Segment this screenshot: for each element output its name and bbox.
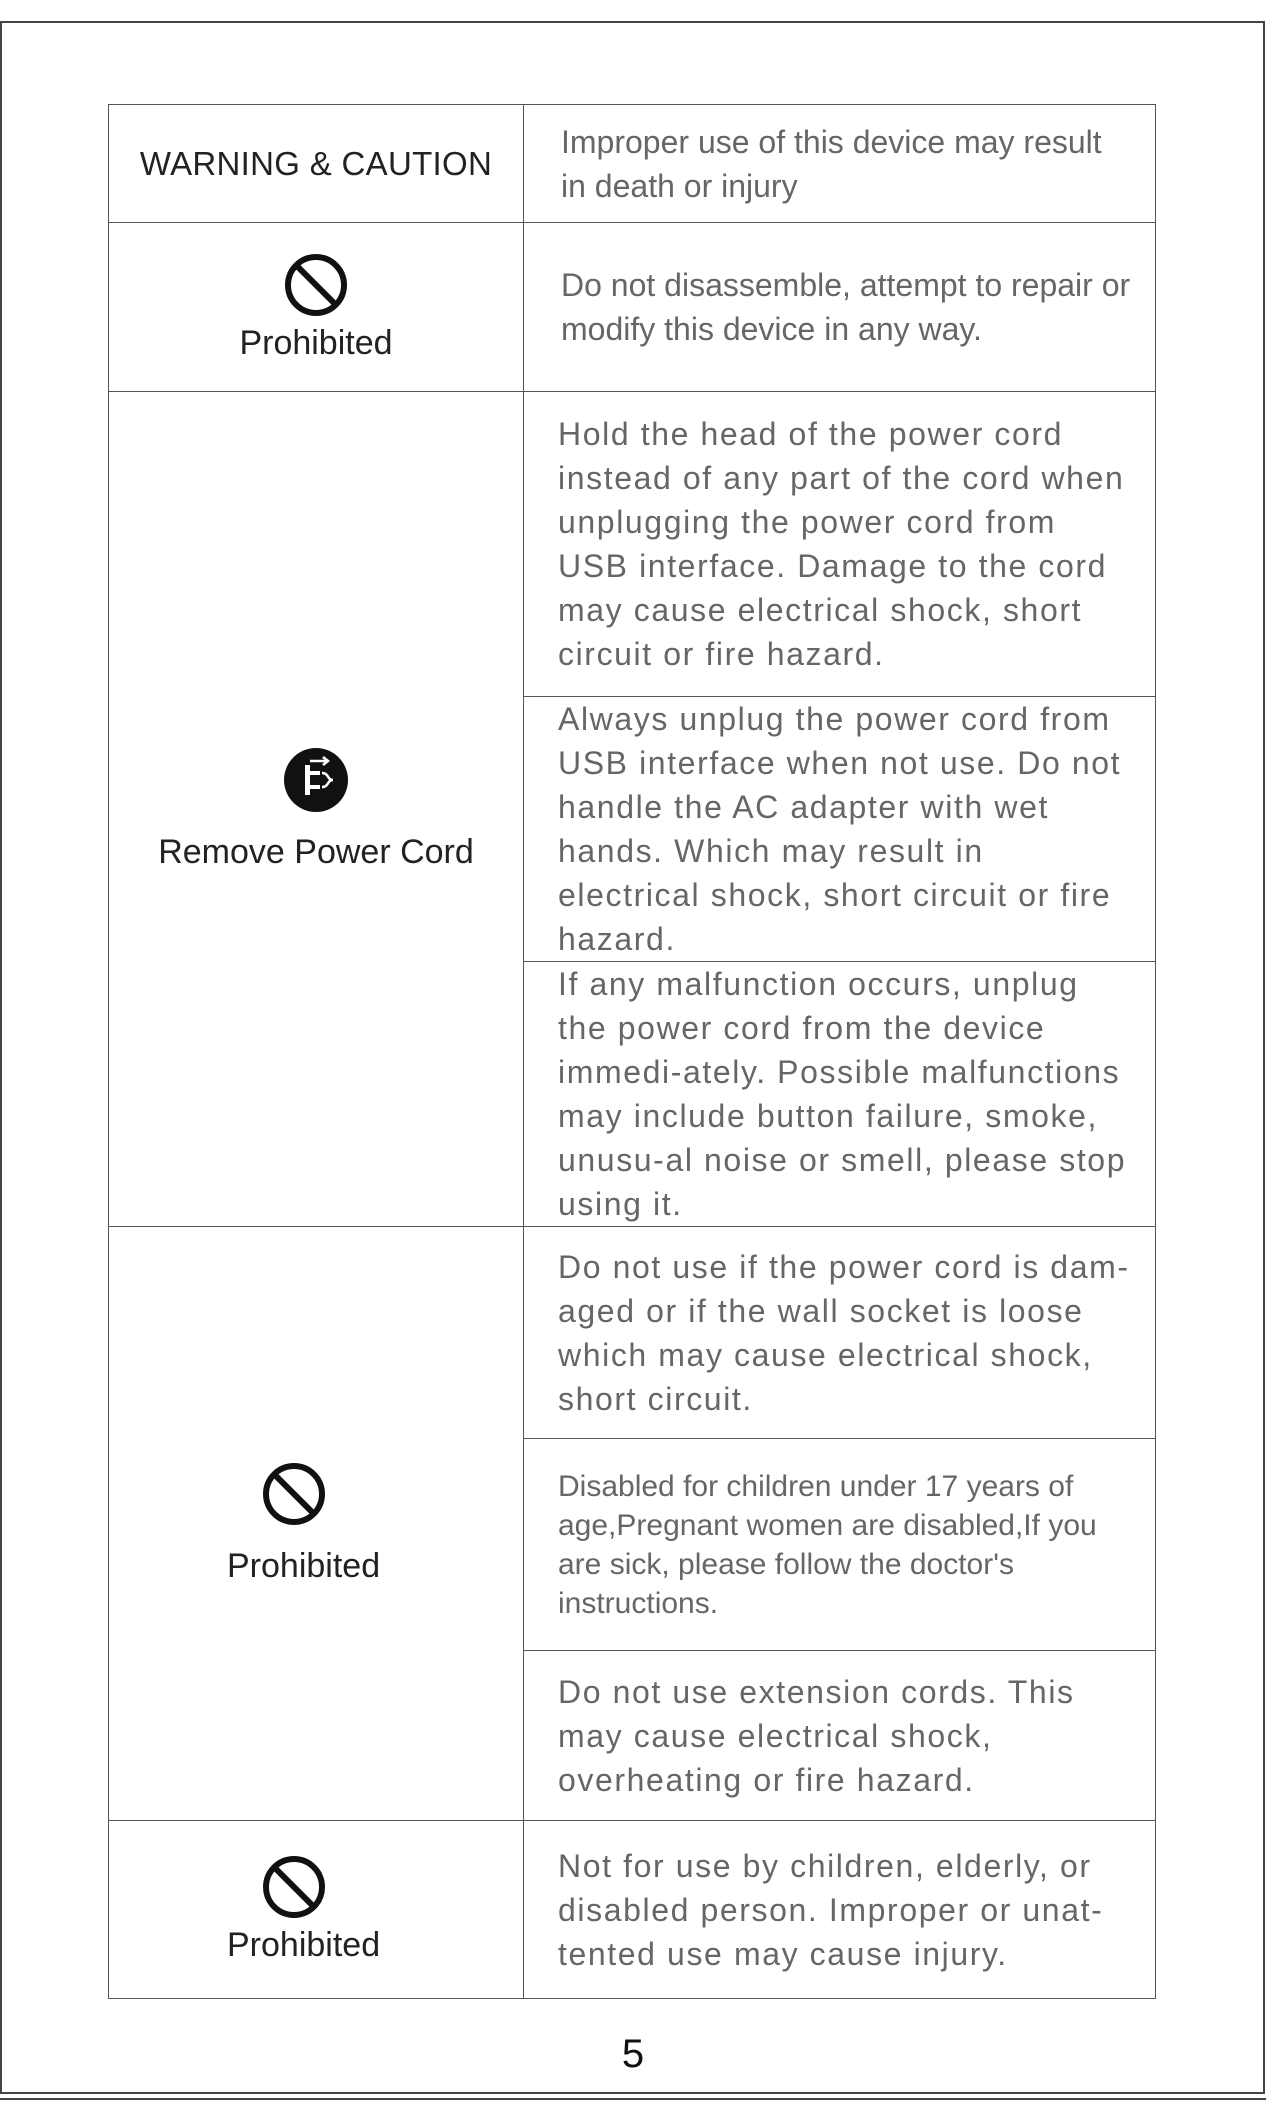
header-label: WARNING & CAUTION <box>109 105 524 223</box>
warning-table <box>108 104 1156 1999</box>
warning-text: Do not disassemble, attempt to repair or modify this device in any way. <box>524 223 1156 392</box>
prohibited-icon <box>261 1854 327 1920</box>
warning-text: Do not use extension cords. This may cause electrical shock, overheating or fire hazard. <box>524 1651 1156 1821</box>
prohibited-icon <box>283 252 349 318</box>
row-label-cell <box>109 1227 524 1821</box>
row-label: Remove Power Cord <box>158 832 474 871</box>
table-row <box>109 1821 1156 1999</box>
row-label: Prohibited <box>239 323 393 362</box>
row-label: Prohibited <box>227 1926 381 1964</box>
warning-text: Hold the head of the power cord instead of any part of the cord when unplugging the power cord from USB interface. Damage to the cord may cause electrical shock, short circuit or fire hazard. <box>524 392 1156 697</box>
table-row <box>109 223 1156 392</box>
row-label-cell <box>109 392 524 1227</box>
prohibited-icon <box>261 1461 327 1527</box>
row-label-cell <box>109 223 524 392</box>
warning-text: Not for use by children, elderly, or disabled person. Improper or unat-tented use may cause injury. <box>524 1821 1156 1999</box>
header-text: Improper use of this device may result in death or injury <box>524 105 1156 223</box>
table-row <box>109 392 1156 697</box>
unplug-icon <box>283 747 349 813</box>
warning-text: Disabled for children under 17 years of age,Pregnant women are disabled,If you are sick, please follow the doctor's instructions. <box>524 1439 1156 1651</box>
bottom-rule <box>0 2098 1266 2100</box>
table-header-row <box>109 105 1156 223</box>
row-label-cell <box>109 1821 524 1999</box>
warning-text: Always unplug the power cord from USB interface when not use. Do not handle the AC adapter with wet hands. Which may result in electrical shock, short circuit or fire hazard. <box>524 697 1156 962</box>
warning-text: Do not use if the power cord is dam-aged or if the wall socket is loose which may cause electrical shock, short circuit. <box>524 1227 1156 1439</box>
row-label: Prohibited <box>227 1547 381 1585</box>
warning-text: If any malfunction occurs, unplug the power cord from the device immedi-ately. Possible malfunctions may include button failure, smoke, unusu-al noise or smell, please stop using it. <box>524 962 1156 1227</box>
page-number: 5 <box>621 2032 645 2076</box>
table-row <box>109 1227 1156 1439</box>
